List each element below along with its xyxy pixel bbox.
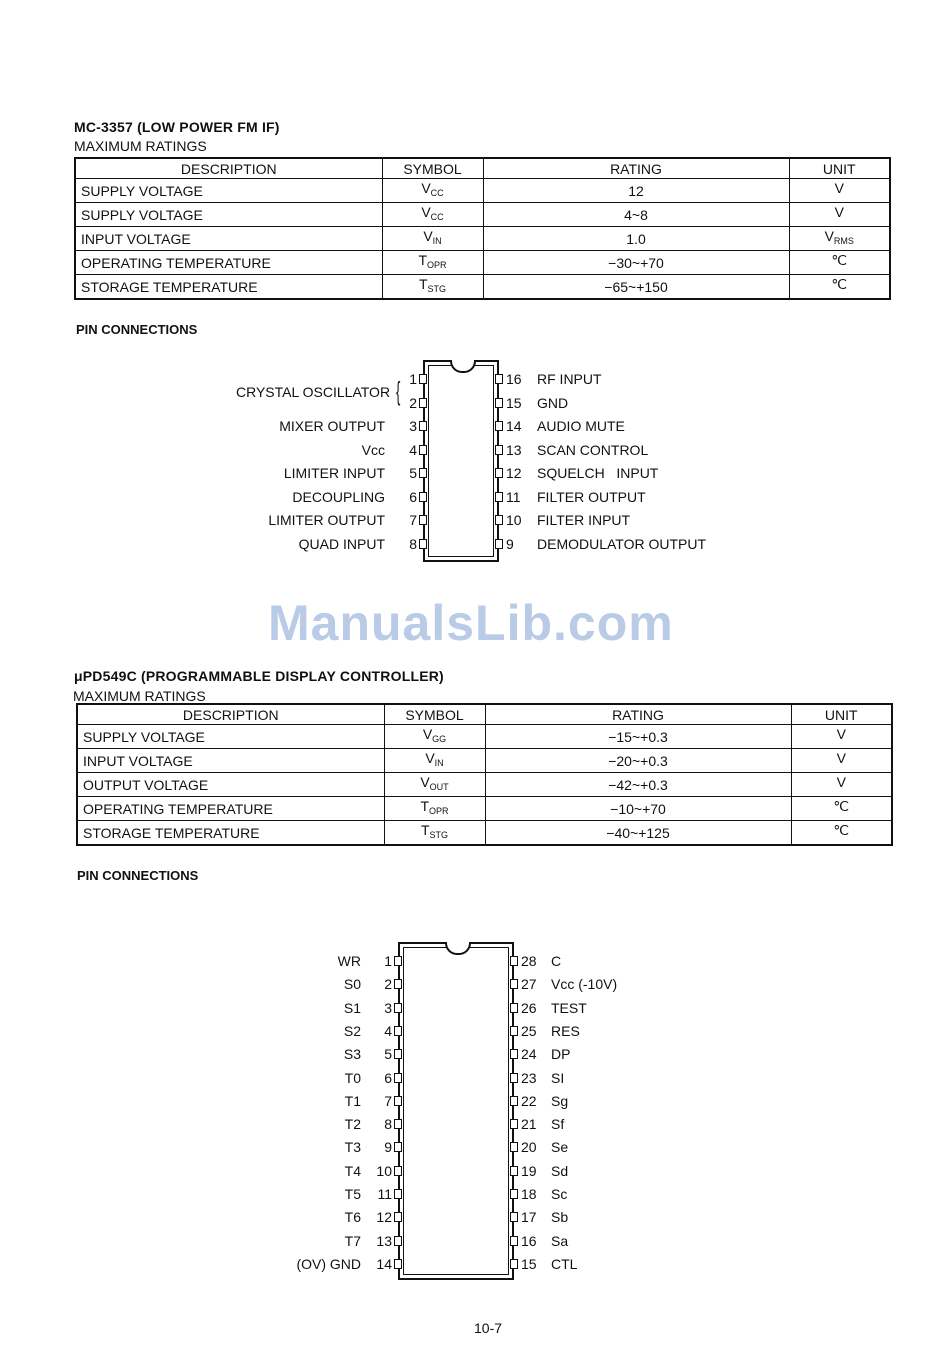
- pin-marker: [510, 1142, 518, 1152]
- cell-unit: [791, 821, 892, 846]
- table-row: [77, 725, 892, 749]
- cell-description: SUPPLY VOLTAGE: [75, 203, 382, 227]
- pin-marker: [510, 1096, 518, 1106]
- cell-rating: −15~+0.3: [485, 725, 791, 749]
- ratings-table-2: [76, 703, 893, 846]
- pin-marker: [419, 445, 427, 455]
- pin-number: 15: [506, 394, 522, 411]
- cell-description: OPERATING TEMPERATURE: [77, 797, 384, 821]
- symbol-subscript: STG: [427, 284, 447, 294]
- pin-number: 4: [409, 441, 417, 458]
- pin-marker: [394, 1212, 402, 1222]
- pin-number: 9: [506, 535, 514, 552]
- cell-description: OPERATING TEMPERATURE: [75, 251, 382, 275]
- symbol-letter: T: [420, 798, 430, 814]
- cell-description: SUPPLY VOLTAGE: [77, 725, 384, 749]
- pin-marker: [394, 1119, 402, 1129]
- pin-marker: [495, 492, 503, 502]
- section1-title: MC-3357 (LOW POWER FM IF): [74, 119, 280, 135]
- pin-label: AUDIO MUTE: [537, 418, 625, 434]
- table-row: [75, 179, 890, 203]
- symbol-subscript: GG: [432, 734, 447, 744]
- unit-subscript: RMS: [833, 236, 854, 246]
- symbol-subscript: OUT: [429, 782, 449, 792]
- cell-rating: 1.0: [483, 227, 789, 251]
- pin-number: 10: [376, 1162, 392, 1179]
- unit-text: ℃: [831, 276, 848, 292]
- pin-marker: [510, 1119, 518, 1129]
- pin-label: T4: [344, 1162, 361, 1179]
- pin-marker: [510, 979, 518, 989]
- symbol-letter: V: [422, 726, 433, 742]
- pin-number: 18: [521, 1186, 537, 1202]
- cell-symbol: [384, 821, 485, 846]
- pin-marker: [419, 398, 427, 408]
- pin-label: Sc: [551, 1186, 568, 1202]
- unit-text: V: [836, 774, 846, 790]
- pin-marker: [510, 1049, 518, 1059]
- symbol-subscript: CC: [430, 212, 444, 222]
- cell-unit: [789, 275, 890, 300]
- pin-label: Vcc (-10V): [551, 976, 618, 993]
- pin-number: 7: [384, 1092, 392, 1109]
- cell-description: INPUT VOLTAGE: [77, 749, 384, 773]
- pin-number: 2: [384, 976, 392, 993]
- pin-label: T6: [344, 1209, 361, 1226]
- chip2-body: [398, 942, 514, 1280]
- notch-icon: [445, 942, 471, 955]
- unit-text: ℃: [833, 822, 850, 838]
- pin-number: 6: [384, 1069, 392, 1086]
- pin-number: 8: [409, 535, 417, 552]
- cell-rating: 12: [483, 179, 789, 203]
- pin-marker: [394, 1259, 402, 1269]
- cell-rating: −42~+0.3: [485, 773, 791, 797]
- pin-number: 11: [506, 488, 521, 505]
- pin-marker: [495, 539, 503, 549]
- pin-number: 14: [376, 1255, 392, 1272]
- pin-marker: [510, 1026, 518, 1036]
- cell-rating: −10~+70: [485, 797, 791, 821]
- pin-label: DP: [551, 1046, 571, 1063]
- symbol-letter: T: [418, 252, 428, 268]
- pin-number: 28: [521, 953, 537, 969]
- pin-label: RF INPUT: [537, 371, 602, 387]
- pin-label: S3: [343, 1046, 361, 1063]
- cell-symbol: [382, 251, 483, 275]
- symbol-subscript: CC: [430, 188, 444, 198]
- pin-label: TEST: [551, 999, 587, 1016]
- pin-label: S0: [343, 976, 361, 993]
- pin-label: Se: [551, 1139, 569, 1156]
- cell-symbol: [384, 797, 485, 821]
- pin-marker: [495, 515, 503, 525]
- pin-label: LIMITER OUTPUT: [268, 512, 385, 528]
- pin-label: QUAD INPUT: [298, 535, 385, 552]
- symbol-letter: V: [421, 204, 431, 220]
- crystal-oscillator-label: CRYSTAL OSCILLATOR: [236, 384, 391, 400]
- watermark: ManualsLib.com: [268, 595, 674, 651]
- table-row: [77, 749, 892, 773]
- pin-number: 1: [409, 371, 417, 387]
- pin-label: S1: [343, 999, 361, 1016]
- table-row: [75, 275, 890, 300]
- pin-marker: [510, 1073, 518, 1083]
- pin-number: 12: [376, 1209, 392, 1226]
- pin-marker: [419, 374, 427, 384]
- table-row: [75, 203, 890, 227]
- table-row: [77, 797, 892, 821]
- symbol-subscript: IN: [432, 236, 442, 246]
- pin-number: 3: [409, 418, 417, 434]
- pin-marker: [419, 468, 427, 478]
- pin-number: 27: [521, 976, 537, 993]
- pin-marker: [510, 1212, 518, 1222]
- symbol-letter: T: [418, 276, 428, 292]
- cell-unit: [789, 251, 890, 275]
- pin-number: 5: [409, 465, 417, 481]
- symbol-letter: V: [421, 180, 431, 196]
- pin-label: T0: [344, 1069, 361, 1086]
- cell-description: STORAGE TEMPERATURE: [77, 821, 384, 846]
- pin-marker: [394, 1236, 402, 1246]
- pin-number: 8: [384, 1116, 392, 1133]
- pin-number: 16: [521, 1232, 537, 1249]
- pin-marker: [495, 468, 503, 478]
- header-description: DESCRIPTION: [75, 158, 382, 179]
- cell-unit: [791, 797, 892, 821]
- header-rating: RATING: [483, 158, 789, 179]
- pin-marker: [419, 492, 427, 502]
- pin-number: 11: [377, 1186, 392, 1202]
- pin-number: 7: [409, 512, 417, 528]
- header-unit: UNIT: [791, 704, 892, 725]
- pin-label: Sd: [551, 1162, 569, 1179]
- pin-connections-title-1: PIN CONNECTIONS: [76, 322, 198, 337]
- cell-unit: [789, 203, 890, 227]
- pin-number: 17: [521, 1209, 537, 1226]
- unit-text: V: [836, 726, 846, 742]
- unit-text: V: [834, 180, 844, 196]
- pin-marker: [394, 1096, 402, 1106]
- section2-subtitle: MAXIMUM RATINGS: [73, 688, 206, 704]
- pin-number: 13: [506, 441, 522, 458]
- pin-marker: [495, 398, 503, 408]
- unit-text: V: [836, 750, 846, 766]
- symbol-subscript: IN: [434, 758, 444, 768]
- pin-label: DECOUPLING: [292, 488, 385, 505]
- cell-rating: −30~+70: [483, 251, 789, 275]
- pin-marker: [394, 1142, 402, 1152]
- pin-marker: [495, 421, 503, 431]
- symbol-letter: V: [420, 774, 430, 790]
- cell-unit: [791, 725, 892, 749]
- cell-rating: 4~8: [483, 203, 789, 227]
- table-header-row: [75, 158, 890, 179]
- pin-number: 21: [521, 1116, 537, 1133]
- pin-marker: [394, 979, 402, 989]
- pin-label: RES: [551, 1022, 580, 1039]
- table-row: [77, 773, 892, 797]
- pin-marker: [394, 1049, 402, 1059]
- symbol-letter: V: [425, 750, 435, 766]
- header-description: DESCRIPTION: [77, 704, 384, 725]
- pin-label: SI: [551, 1069, 565, 1086]
- pin-number: 9: [384, 1139, 392, 1156]
- pin-number: 23: [521, 1069, 537, 1086]
- cell-unit: [791, 773, 892, 797]
- pin-label: Sg: [551, 1092, 569, 1109]
- pin-marker: [394, 1026, 402, 1036]
- header-symbol: SYMBOL: [382, 158, 483, 179]
- pin-label: T3: [344, 1139, 361, 1156]
- pin-marker: [510, 1166, 518, 1176]
- table-row: [77, 821, 892, 846]
- pin-label: T7: [344, 1232, 361, 1249]
- pin-marker: [394, 1003, 402, 1013]
- pin-marker: [495, 445, 503, 455]
- chip1-body: [423, 360, 499, 562]
- cell-symbol: [384, 773, 485, 797]
- pin-number: 25: [521, 1022, 537, 1039]
- pin-marker: [394, 1189, 402, 1199]
- notch-icon: [450, 360, 476, 373]
- cell-symbol: [382, 227, 483, 251]
- pin-marker: [394, 1166, 402, 1176]
- pin-marker: [510, 1236, 518, 1246]
- pin-marker: [419, 515, 427, 525]
- pin-number: 13: [376, 1232, 392, 1249]
- pin-label: FILTER OUTPUT: [537, 488, 646, 505]
- table-row: [75, 251, 890, 275]
- pin-marker: [394, 956, 402, 966]
- pin-number: 24: [521, 1046, 537, 1063]
- ratings-table-1: [74, 157, 891, 300]
- pin-number: 12: [506, 465, 522, 481]
- cell-rating: −40~+125: [485, 821, 791, 846]
- pin-number: 26: [521, 999, 537, 1016]
- pin-label: FILTER INPUT: [537, 512, 631, 528]
- cell-description: STORAGE TEMPERATURE: [75, 275, 382, 300]
- symbol-letter: V: [423, 228, 433, 244]
- pin-label: Sb: [551, 1209, 569, 1226]
- pin-number: 6: [409, 488, 417, 505]
- pin-number: 22: [521, 1092, 537, 1109]
- table-header-row: [77, 704, 892, 725]
- cell-description: INPUT VOLTAGE: [75, 227, 382, 251]
- pin-label: CTL: [551, 1255, 578, 1272]
- cell-description: OUTPUT VOLTAGE: [77, 773, 384, 797]
- pin-label: DEMODULATOR OUTPUT: [537, 535, 707, 552]
- brace-icon: {: [396, 376, 401, 406]
- unit-text: ℃: [831, 252, 848, 268]
- pin-label: Sf: [551, 1116, 565, 1133]
- unit-text: ℃: [833, 798, 850, 814]
- cell-symbol: [382, 275, 483, 300]
- symbol-letter: T: [420, 822, 430, 838]
- pin-label: C: [551, 953, 562, 969]
- cell-unit: [789, 227, 890, 251]
- pin-marker: [419, 421, 427, 431]
- symbol-subscript: OPR: [427, 260, 447, 270]
- pin-label: T2: [344, 1116, 361, 1133]
- pin-marker: [419, 539, 427, 549]
- cell-symbol: [384, 725, 485, 749]
- section2-title: μPD549C (PROGRAMMABLE DISPLAY CONTROLLER): [74, 668, 444, 684]
- table-row: [75, 227, 890, 251]
- cell-symbol: [384, 749, 485, 773]
- symbol-subscript: STG: [429, 830, 449, 840]
- pin-label: MIXER OUTPUT: [279, 418, 385, 434]
- pin-label: T1: [344, 1092, 361, 1109]
- pin-marker: [394, 1073, 402, 1083]
- page-number: 10-7: [474, 1320, 503, 1336]
- pin-connections-title-2: PIN CONNECTIONS: [77, 868, 199, 883]
- pin-marker: [495, 374, 503, 384]
- pin-number: 1: [384, 953, 392, 969]
- cell-symbol: [382, 179, 483, 203]
- header-symbol: SYMBOL: [384, 704, 485, 725]
- cell-rating: −20~+0.3: [485, 749, 791, 773]
- pin-number: 19: [521, 1162, 537, 1179]
- pin-number: 2: [409, 394, 417, 411]
- pin-label: SQUELCH INPUT: [537, 465, 659, 481]
- pin-label: WR: [337, 953, 361, 969]
- section1-subtitle: MAXIMUM RATINGS: [74, 138, 207, 154]
- pin-number: 4: [384, 1022, 392, 1039]
- unit-text: V: [834, 204, 844, 220]
- unit-text: V: [824, 228, 834, 244]
- pin-number: 16: [506, 371, 522, 387]
- pin-number: 5: [384, 1046, 392, 1063]
- pin-number: 14: [506, 418, 522, 434]
- cell-rating: −65~+150: [483, 275, 789, 300]
- pin-label: Vcc: [361, 441, 385, 458]
- pin-marker: [510, 1259, 518, 1269]
- pin-number: 15: [521, 1255, 537, 1272]
- cell-symbol: [382, 203, 483, 227]
- symbol-subscript: OPR: [429, 806, 449, 816]
- pin-label: S2: [343, 1022, 361, 1039]
- pin-number: 3: [384, 999, 392, 1016]
- cell-description: SUPPLY VOLTAGE: [75, 179, 382, 203]
- pin-number: 10: [506, 512, 522, 528]
- cell-unit: [791, 749, 892, 773]
- pin-marker: [510, 1189, 518, 1199]
- cell-unit: [789, 179, 890, 203]
- pin-number: 20: [521, 1139, 537, 1156]
- pin-marker: [510, 1003, 518, 1013]
- pin-label: GND: [537, 394, 569, 411]
- pin-marker: [510, 956, 518, 966]
- pin-label: Sa: [551, 1232, 569, 1249]
- header-rating: RATING: [485, 704, 791, 725]
- pin-label: (OV) GND: [296, 1255, 361, 1272]
- pin-label: SCAN CONTROL: [537, 441, 649, 458]
- pin-label: LIMITER INPUT: [283, 465, 385, 481]
- header-unit: UNIT: [789, 158, 890, 179]
- pin-label: T5: [344, 1186, 361, 1202]
